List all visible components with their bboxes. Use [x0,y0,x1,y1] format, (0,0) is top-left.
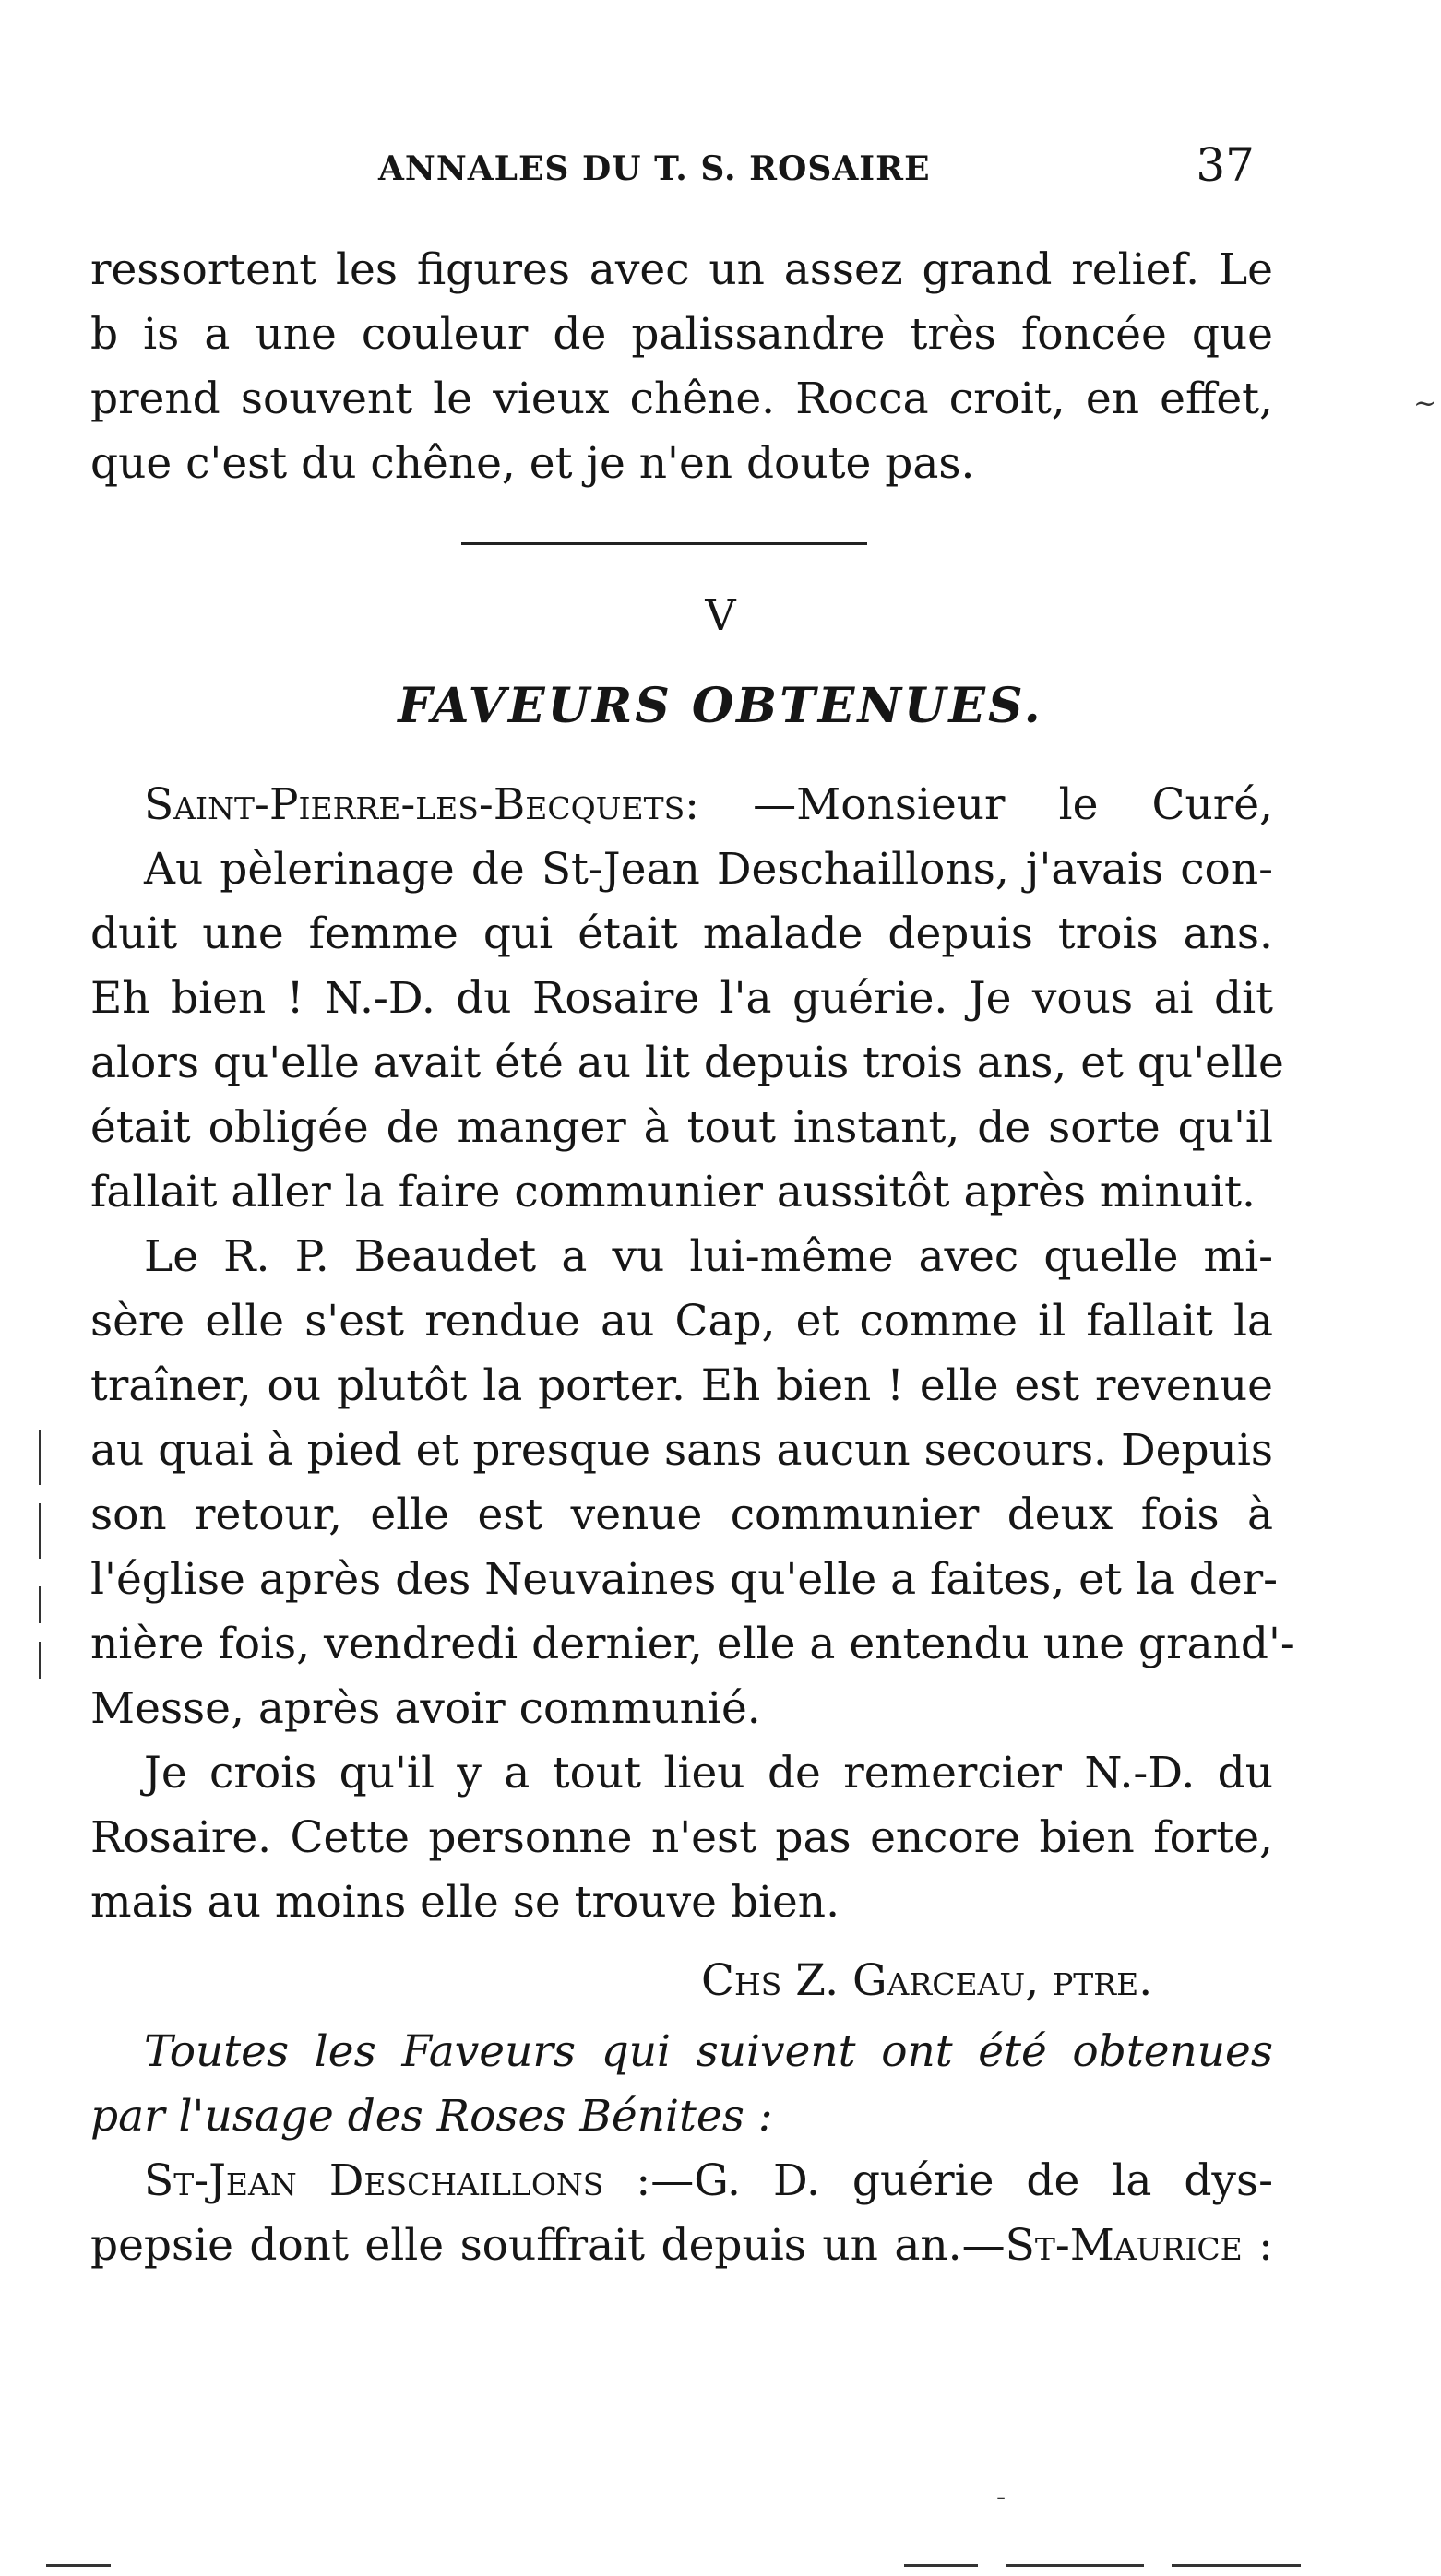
text-line: ressortent les figures avec un assez grand relief. Le [90,244,1273,295]
text-line: mais au moins elle se trouve bien. [90,1877,840,1928]
text-line: nière fois, vendredi dernier, elle a entendu une grand'- [90,1619,1295,1669]
text-line: Rosaire. Cette personne n'est pas encore bien forte, [90,1812,1273,1863]
text-line: sère elle s'est rendue au Cap, et comme il fallait la [90,1296,1273,1347]
place-name: St-Jean Deschaillons [144,2155,604,2206]
text-line: était obligée de manger à tout instant, de sorte qu'il [90,1102,1273,1153]
text-line: par l'usage des Roses Bénites : [90,2091,773,2142]
place-name: Saint-Pierre-les-Becquets: [144,779,700,830]
margin-mark [39,1642,41,1679]
page-number: 37 [1196,138,1255,192]
favour-line [90,2214,1273,2278]
text-line: prend souvent le vieux chêne. Rocca croit, en effet, [90,374,1273,424]
favour-text: : [1242,2220,1273,2271]
text-line: au quai à pied et presque sans aucun secours. Depuis [90,1425,1273,1476]
margin-mark [39,1503,41,1559]
bottom-rule [1172,2564,1301,2567]
signature: Chs Z. Garceau, ptre. [701,1955,1153,2006]
text-line: Messe, après avoir communié. [90,1683,761,1734]
text-line: fallait aller la faire communier aussitôt après minuit. [90,1167,1256,1217]
bottom-rule [904,2564,978,2567]
margin-mark [39,1430,41,1485]
section-divider [461,542,867,545]
bottom-rule [1006,2564,1144,2567]
text-line: Le R. P. Beaudet a vu lui-même avec quelle mi- [144,1231,1273,1282]
letter-body [90,773,1295,1935]
text-line: Toutes les Faveurs qui suivent ont été obtenues [144,2026,1273,2077]
roses-intro [90,2020,1273,2149]
bottom-rule [46,2564,111,2567]
running-title: ANNALES DU T. S. ROSAIRE [378,149,931,188]
stray-mark: - [996,2481,1006,2513]
favour-text: :—G. D. guérie de la dys- [603,2155,1273,2206]
section-number: V [705,590,736,640]
favour-text: pepsie dont elle souffrait depuis un an.— [90,2220,1006,2271]
favour-line [90,2149,1273,2214]
text-line: traîner, ou plutôt la porter. Eh bien ! elle est revenue [90,1360,1273,1411]
margin-mark [39,1586,41,1623]
text-line: b is a une couleur de palissandre très foncée que [90,309,1273,360]
text-line: Au pèlerinage de St-Jean Deschaillons, j'avais con- [144,844,1273,895]
place-name: St-Maurice [1005,2220,1243,2271]
page-header [378,138,1255,203]
salutation: —Monsieur le Curé, [753,779,1273,830]
stray-mark: ~ [1413,387,1437,420]
letter-opening [90,773,1273,837]
text-line: son retour, elle est venue communier deux fois à [90,1490,1273,1540]
section-title: FAVEURS OBTENUES. [398,678,1043,734]
intro-paragraph [90,238,1273,496]
text-line: l'église après des Neuvaines qu'elle a faites, et la der- [90,1554,1279,1605]
text-line: Eh bien ! N.-D. du Rosaire l'a guérie. Je vous ai dit [90,973,1273,1024]
text-line: duit une femme qui était malade depuis trois ans. [90,908,1273,959]
text-line: Je crois qu'il y a tout lieu de remercier N.-D. du [144,1748,1273,1798]
text-line: que c'est du chêne, et je n'en doute pas. [90,438,975,489]
favours-list [90,2149,1273,2278]
text-line: alors qu'elle avait été au lit depuis trois ans, et qu'elle [90,1038,1284,1088]
